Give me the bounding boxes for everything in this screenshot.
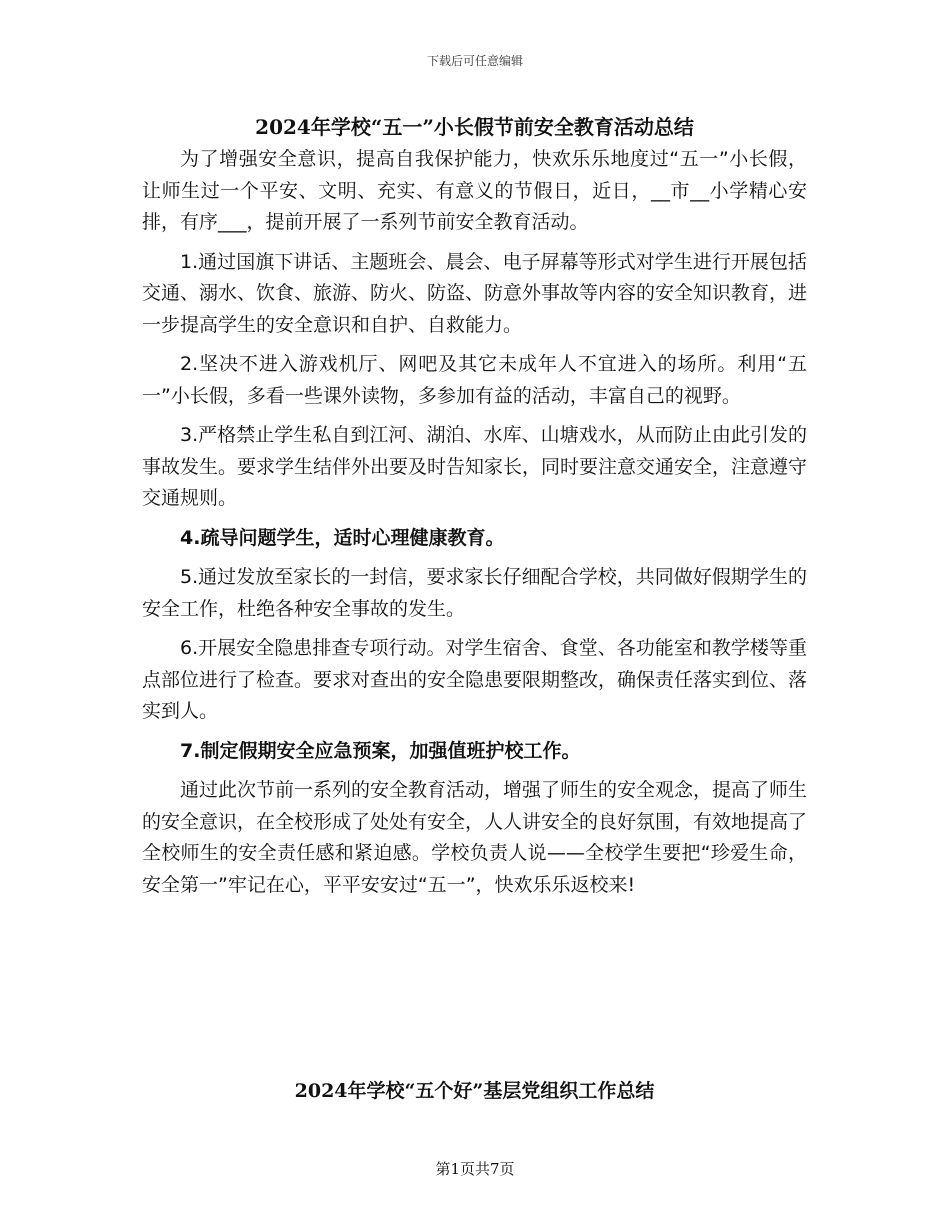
paragraph-item-3: 3.严格禁止学生私自到江河、湖泊、水库、山塘戏水，从而防止由此引发的事故发生。要求学生结伴外出要及时告知家长，同时要注意交通安全，注意遵守交通规则。: [142, 424, 808, 509]
paragraph-item-1: 1.通过国旗下讲话、主题班会、晨会、电子屏幕等形式对学生进行开展包括交通、溺水、饮食、旅游、防火、防盗、防意外事故等内容的安全知识教育，进一步提高学生的安全意识和自护、自救能力。: [142, 250, 808, 336]
next-document-title: 2024年学校“五个好”基层党组织工作总结: [294, 1080, 655, 1102]
paragraph-item-5: 5.通过发放至家长的一封信，要求家长仔细配合学校，共同做好假期学生的安全工作，杜绝各种安全事故的发生。: [142, 566, 807, 620]
paragraph-item-2: 2.坚决不进入游戏机厅、网吧及其它未成年人不宜进入的场所。利用“五一”小长假，多看一些课外读物，多参加有益的活动，丰富自己的视野。: [142, 353, 807, 407]
header-note: 下载后可任意编辑: [426, 54, 523, 68]
page-footer: 第1页共7页: [435, 1160, 515, 1178]
document-title: 2024年学校“五一”小长假节前安全教育活动总结: [255, 115, 694, 139]
paragraph-conclusion: 通过此次节前一系列的安全教育活动，增强了师生的安全观念，提高了师生的安全意识，在全校形成了处处有安全，人人讲安全的良好氛围，有效地提高了全校师生的安全责任感和紧迫感。学校负责人说——全校学生要把“珍爱生命，安全第一”牢记在心，平平安安过“五一”，快欢乐乐返校来!: [142, 779, 808, 896]
paragraph-item-6: 6.开展安全隐患排查专项行动。对学生宿舍、食堂、各功能室和教学楼等重点部位进行了检查。要求对查出的安全隐患要限期整改，确保责任落实到位、落实到人。: [142, 637, 808, 722]
paragraph-item-4: 4.疏导问题学生，适时心理健康教育。: [180, 526, 505, 549]
document-body: [142, 110, 807, 909]
paragraph-item-7: 7.制定假期安全应急预案，加强值班护校工作。: [180, 739, 581, 762]
paragraph-intro: 为了增强安全意识，提高自我保护能力，快欢乐乐地度过“五一”小长假，让师生过一个平安、文明、充实、有意义的节假日，近日，__市__小学精心安排，有序___，提前开展了一系列节前安全教育活动。: [142, 148, 807, 233]
